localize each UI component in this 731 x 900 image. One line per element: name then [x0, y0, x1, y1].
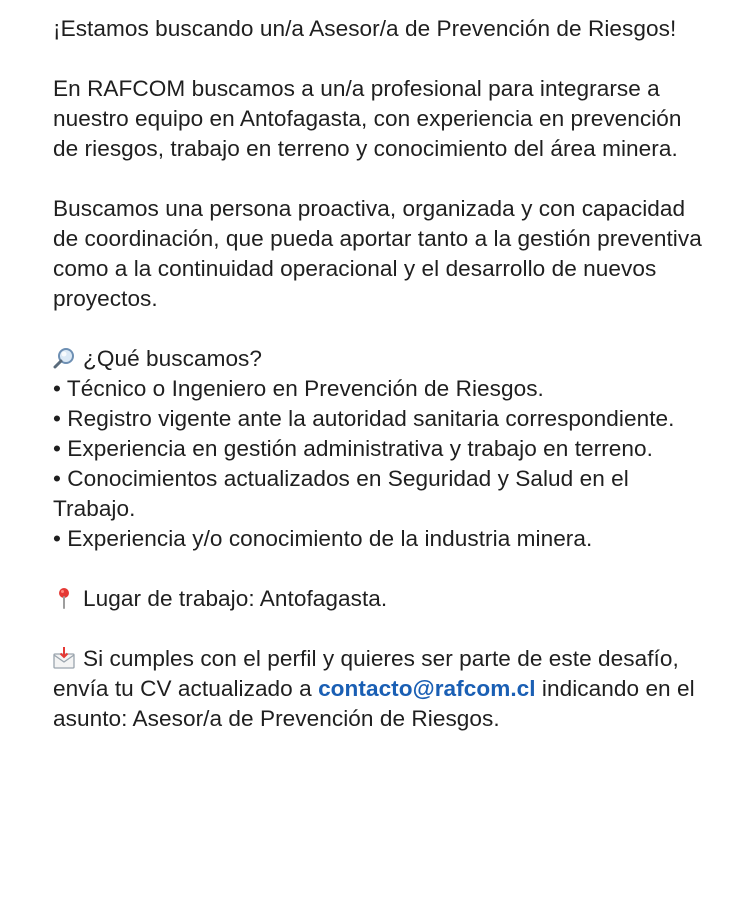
- apply-paragraph: [53, 644, 713, 734]
- post-profile: Buscamos una persona proactiva, organizada y con capacidad de coordinación, que pueda aportar tanto a la gestión preventiva como a la continuidad operacional y el desarrollo de nuevos proyectos.: [53, 196, 702, 311]
- magnifier-icon: [53, 347, 75, 369]
- requirement-item: • Conocimientos actualizados en Seguridad y Salud en el Trabajo.: [53, 466, 629, 521]
- requirements-section: [53, 344, 713, 554]
- requirements-heading-line: [53, 344, 713, 374]
- requirement-item: • Experiencia y/o conocimiento de la industria minera.: [53, 526, 593, 551]
- location-text: Lugar de trabajo: Antofagasta.: [83, 586, 388, 611]
- envelope-icon: [53, 647, 75, 669]
- pin-icon: [53, 587, 75, 609]
- requirements-heading: ¿Qué buscamos?: [83, 346, 263, 371]
- requirement-item: • Registro vigente ante la autoridad sanitaria correspondiente.: [53, 406, 675, 431]
- post-headline: ¡Estamos buscando un/a Asesor/a de Prevención de Riesgos!: [53, 16, 677, 41]
- requirement-item: • Experiencia en gestión administrativa y trabajo en terreno.: [53, 436, 653, 461]
- requirement-item: • Técnico o Ingeniero en Prevención de Riesgos.: [53, 376, 544, 401]
- email-link[interactable]: contacto@rafcom.cl: [318, 676, 536, 701]
- post-intro: En RAFCOM buscamos a un/a profesional para integrarse a nuestro equipo en Antofagasta, con experiencia en prevención de riesgos, trabajo en terreno y conocimiento del área minera.: [53, 76, 682, 161]
- apply-text-after: indicando en el asunto: Asesor/a de Prevención de Riesgos.: [53, 676, 695, 731]
- apply-text-before: Si cumples con el perfil y quieres ser parte de este desafío, envía tu CV actualizado a: [53, 646, 679, 701]
- job-post: [53, 14, 713, 734]
- location-line: [53, 584, 713, 614]
